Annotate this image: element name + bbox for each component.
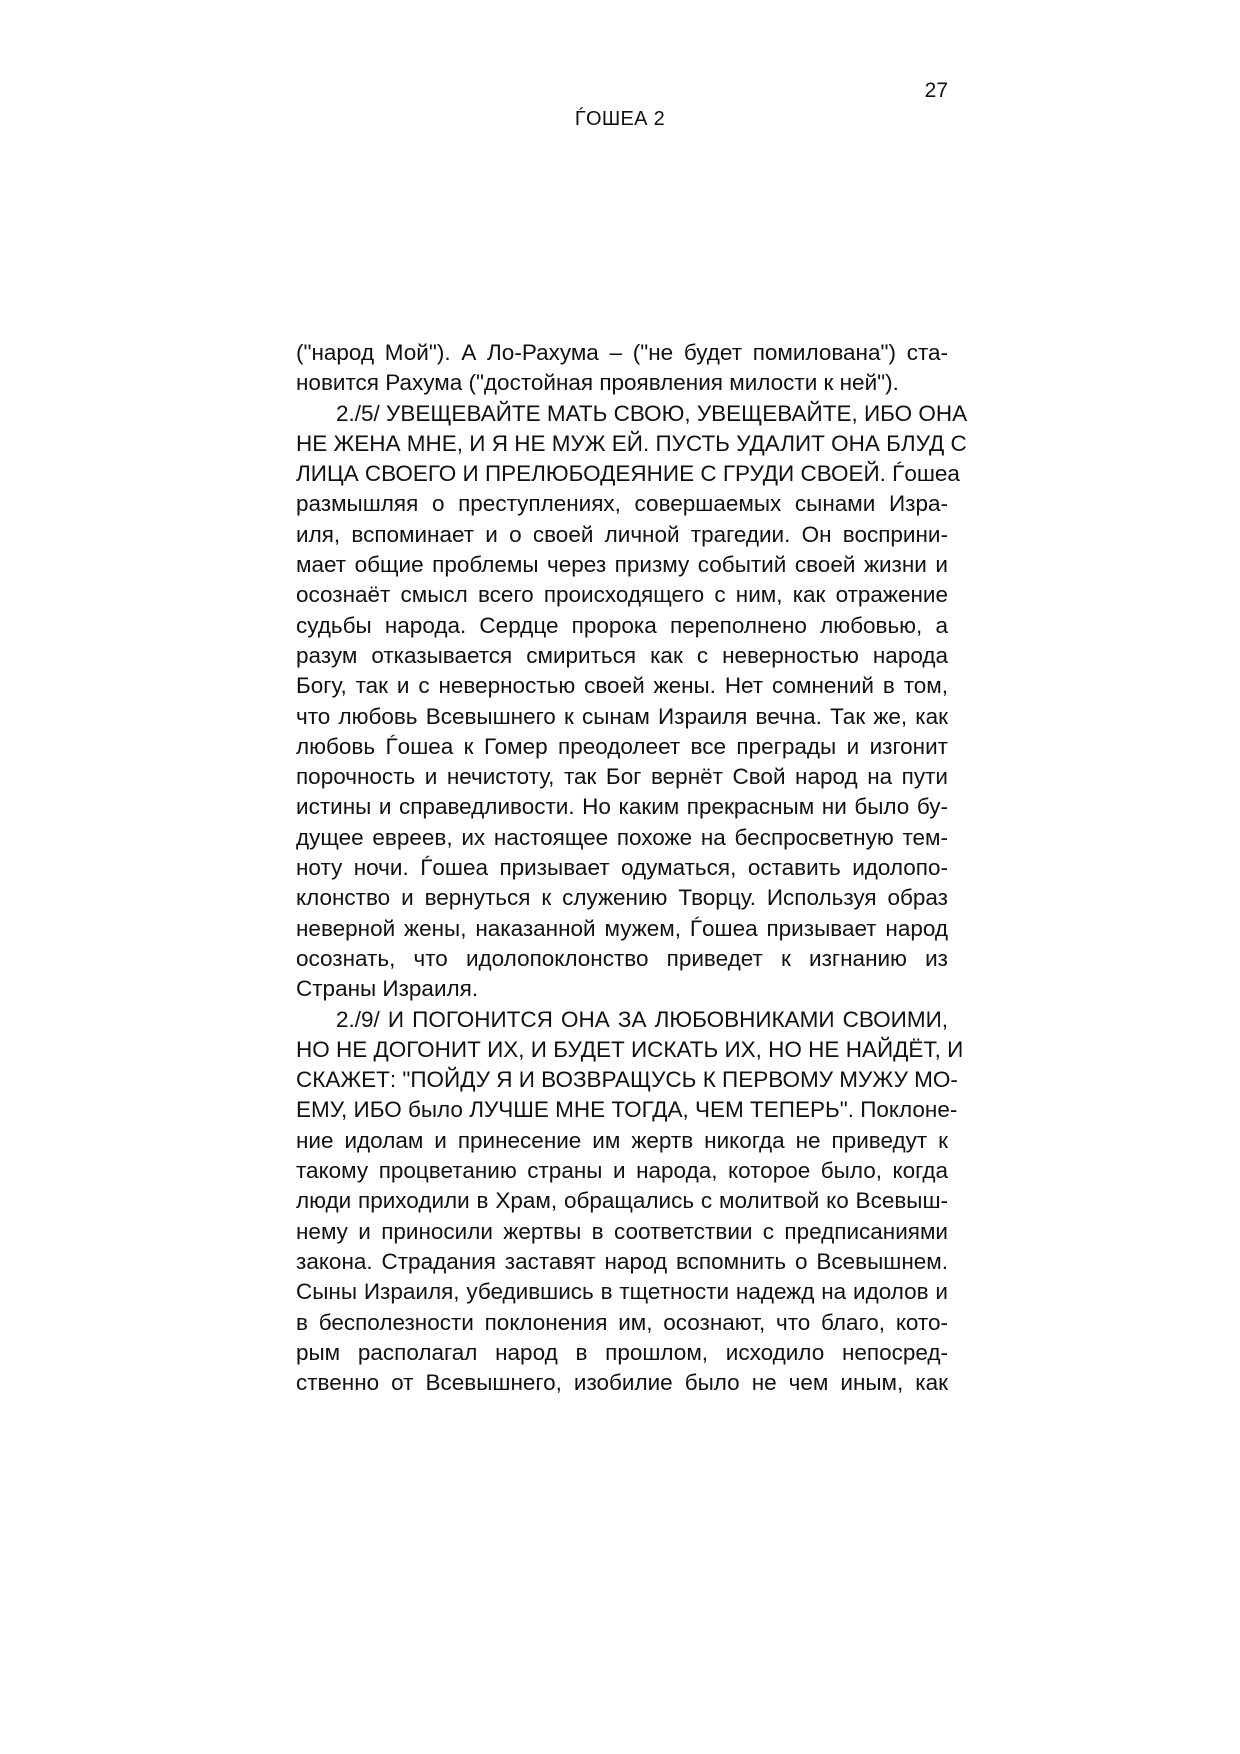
text-line: истины и справедливости. Но каким прекрасным ни было бу- — [296, 794, 948, 820]
text-line: люди приходили в Храм, обращались с молитвой ко Всевыш- — [296, 1188, 948, 1214]
text-line: порочность и нечистоту, так Бог вернёт Свой народ на пути — [296, 764, 948, 790]
text-line: мает общие проблемы через призму событий своей жизни и — [296, 552, 948, 578]
text-line: рым располагал народ в прошлом, исходило непосред- — [296, 1339, 948, 1365]
text-line: ("народ Мой"). А Ло-Рахума – ("не будет помилована") ста- — [296, 340, 948, 365]
text-line: ЕМУ, ИБО было ЛУЧШЕ МНЕ ТОГДА, ЧЕМ ТЕПЕРЬ". Поклоне- — [296, 1097, 958, 1123]
text-line: 2./5/ УВЕЩЕВАЙТЕ МАТЬ СВОЮ, УВЕЩЕВАЙТЕ, ИБО ОНА — [336, 400, 968, 426]
running-head: ЃОШЕА 2 — [574, 108, 666, 130]
text-line: такому процветанию страны и народа, которое было, когда — [296, 1158, 948, 1184]
text-line: ЛИЦА СВОЕГО И ПРЕЛЮБОДЕЯНИЕ С ГРУДИ СВОЕЙ. Ѓошеа — [296, 461, 960, 487]
text-line: нему и приносили жертвы в соответствии с предписаниями — [296, 1218, 948, 1244]
text-line: что любовь Всевышнего к сынам Израиля вечна. Так же, как — [296, 703, 948, 729]
page-number: 27 — [924, 79, 948, 102]
text-line: дущее евреев, их настоящее похоже на беспросветную тем- — [296, 824, 948, 850]
text-line: любовь Ѓошеа к Гомер преодолеет все преграды и изгонит — [296, 733, 948, 759]
text-line: закона. Страдания заставят народ вспомнить о Всевышнем. — [296, 1248, 948, 1274]
text-line: судьбы народа. Сердце пророка переполнено любовью, а — [296, 612, 948, 638]
text-line: клонство и вернуться к служению Творцу. Используя образ — [296, 885, 948, 911]
text-line: ние идолам и принесение им жертв никогда не приведут к — [296, 1127, 948, 1153]
text-line: НО НЕ ДОГОНИТ ИХ, И БУДЕТ ИСКАТЬ ИХ, НО НЕ НАЙДЁТ, И — [296, 1036, 964, 1062]
text-line: НЕ ЖЕНА МНЕ, И Я НЕ МУЖ ЕЙ. ПУСТЬ УДАЛИТ ОНА БЛУД С — [296, 430, 967, 456]
text-line: ноту ночи. Ѓошеа призывает одуматься, оставить идолопо- — [296, 855, 948, 881]
text-line: осознаёт смысл всего происходящего с ним, как отражение — [296, 582, 948, 608]
text-line: СКАЖЕТ: "ПОЙДУ Я И ВОЗВРАЩУСЬ К ПЕРВОМУ МУЖУ МО- — [296, 1067, 958, 1093]
text-line: разум отказывается смириться как с неверностью народа — [296, 642, 948, 668]
text-line: неверной жены, наказанной мужем, Ѓошеа призывает народ — [296, 915, 948, 941]
text-line: осознать, что идолопоклонство приведет к изгнанию из — [296, 945, 948, 971]
text-line: Сыны Израиля, убедившись в тщетности надежд на идолов и — [296, 1279, 948, 1305]
text-line: 2./9/ И ПОГОНИТСЯ ОНА ЗА ЛЮБОВНИКАМИ СВОИМИ, — [336, 1006, 948, 1032]
page-body — [296, 338, 968, 1398]
text-line: иля, вспоминает и о своей личной трагедии. Он восприни- — [296, 521, 948, 547]
text-line: размышляя о преступлениях, совершаемых сынами Изра- — [296, 491, 948, 517]
text-line: новится Рахума ("достойная проявления милости к ней"). — [296, 370, 899, 396]
text-line: в бесполезности поклонения им, осознают, что благо, кото- — [296, 1309, 948, 1335]
text-line: ственно от Всевышнего, изобилие было не чем иным, как — [296, 1370, 948, 1396]
text-line: Страны Израиля. — [296, 976, 479, 1002]
text-line: Богу, так и с неверностью своей жены. Нет сомнений в том, — [296, 673, 948, 699]
